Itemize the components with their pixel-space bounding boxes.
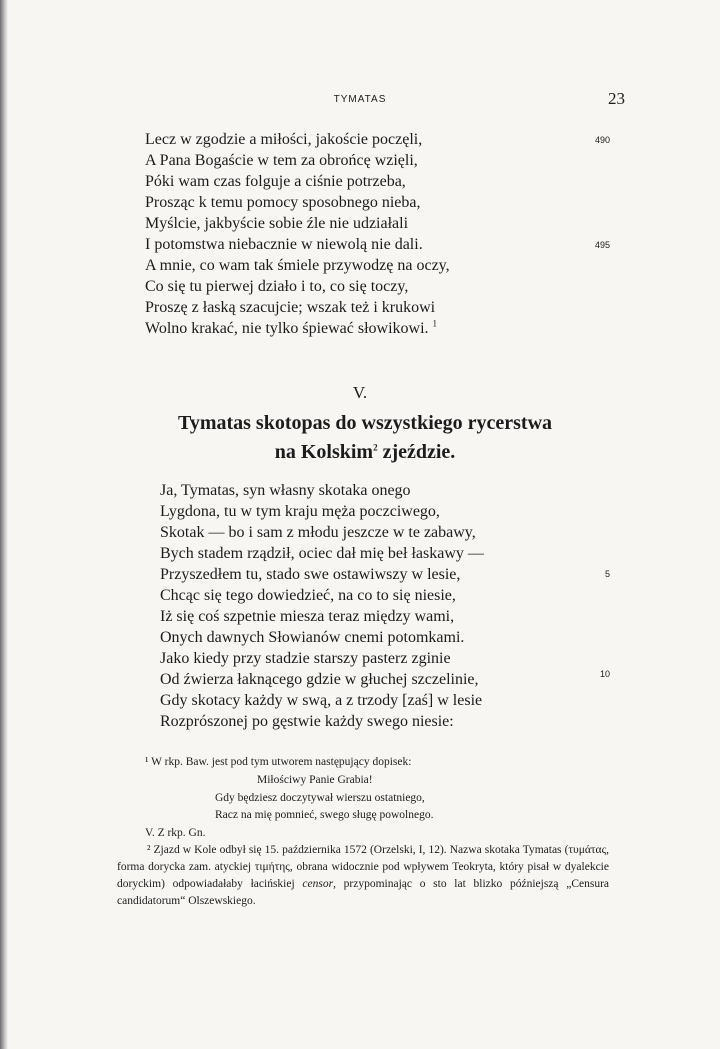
footnote-verse: Racz na mię pomnieć, swego sługę powolnego.	[215, 809, 434, 821]
verse-line: Bych stadem rządził, ociec dał mię beł łaskawy —	[160, 545, 484, 562]
section-number: V.	[352, 383, 368, 402]
line-number: 10	[599, 669, 610, 679]
greek-word: τιμήτης	[254, 861, 290, 873]
latin-word: censor	[302, 878, 334, 890]
verse-line: Skotak — bo i sam z młodu jeszcze w te zabawy,	[160, 524, 476, 541]
verse-line: A mnie, co wam tak śmiele przywodzę na oczy,	[145, 257, 450, 274]
footnote-verse: Gdy będziesz doczytywał wierszu ostatniego,	[215, 792, 425, 804]
line-number: 495	[594, 240, 610, 250]
verse-line: Póki wam czas folguje a ciśnie potrzeba,	[145, 173, 406, 190]
verse-line: Rozprószonej po gęstwie każdy swego niesie:	[160, 713, 454, 730]
verse-line: Przyszedłem tu, stado swe ostawiwszy w lesie,	[160, 566, 461, 583]
footnote-1	[145, 754, 411, 771]
verse-line: Od źwierza łaknącego gdzie w głuchej szczelinie,	[160, 671, 479, 688]
footnote-text: , przypominając o sto lat blizko późniejszą „Censura candidatorum“ Olszewskiego.	[117, 878, 610, 907]
footnote-mark: ²	[147, 844, 151, 856]
footnote-text: W rkp. Baw. jest pod tym utworem następujący dopisek:	[151, 756, 412, 768]
footnote-text: , obrana widocznie pod wpływem Teokryta, który pisał w dyalekcie doryckim) odpowiadałaby łacińskiej	[117, 861, 609, 890]
greek-word: τυμάτας	[568, 844, 607, 856]
verse-line: Onych dawnych Słowianów cnemi potomkami.	[160, 629, 465, 646]
verse-line: Ja, Tymatas, syn własny skotaka onego	[160, 482, 411, 499]
verse-line: Iż się coś szpetnie miesza teraz między wami,	[160, 608, 455, 625]
verse-line: Lecz w zgodzie a miłości, jakoście poczęli,	[145, 131, 423, 148]
verse-line: Jako kiedy przy stadzie starszy pasterz zginie	[160, 650, 451, 667]
footnote-verse: Miłościwy Panie Grabia!	[257, 774, 373, 786]
verse-line: Proszę z łaską szacujcie; wszak też i krukowi	[145, 299, 436, 316]
running-header: TYMATAS	[333, 94, 387, 105]
verse-line	[145, 320, 437, 338]
verse-line: I potomstwa niebacznie w niewolą nie dali.	[145, 236, 423, 253]
footnote-ref: 2	[373, 442, 378, 453]
poem-title-line2	[0, 440, 720, 464]
footnote-mark: ¹	[145, 756, 149, 768]
verse-text: Wolno krakać, nie tylko śpiewać słowikowi.	[145, 320, 429, 337]
footnote-v: V. Z rkp. Gn.	[145, 827, 206, 839]
verse-line: A Pana Bogaście w tem za obrońcę wzięli,	[145, 152, 418, 169]
footnote-text: Zjazd w Kole odbył się 15. października 1572 (Orzelski, I, 12). Nazwa skotaka Tymatas (	[153, 844, 569, 856]
poem-title-text: na Kolskim	[274, 441, 374, 463]
verse-line: Gdy skotacy każdy w swą, a z trzody [zaś] w lesie	[160, 692, 483, 709]
line-number: 5	[604, 569, 610, 579]
poem-title-text: zjeździe.	[382, 441, 456, 463]
verse-line: Co się tu pierwej działo i to, co się toczy,	[145, 278, 409, 295]
verse-line: Prosząc k temu pomocy sposobnego nieba,	[145, 194, 421, 211]
footnote-ref: 1	[432, 318, 438, 329]
footnote-text: , forma dorycka zam. atyckiej	[117, 844, 610, 873]
verse-line: Lygdona, tu w tym kraju męża poczciwego,	[160, 503, 440, 520]
verse-line: Myślcie, jakbyście sobie źle nie udziałali	[145, 215, 409, 232]
page-binding-edge	[0, 0, 8, 1049]
line-number: 490	[594, 135, 610, 145]
footnote-2	[117, 842, 609, 910]
page-number: 23	[608, 89, 625, 108]
verse-line: Chcąc się tego dowiedzieć, na co to się niesie,	[160, 587, 456, 604]
poem-title-line1: Tymatas skotopas do wszystkiego rycerstwa	[177, 412, 553, 434]
